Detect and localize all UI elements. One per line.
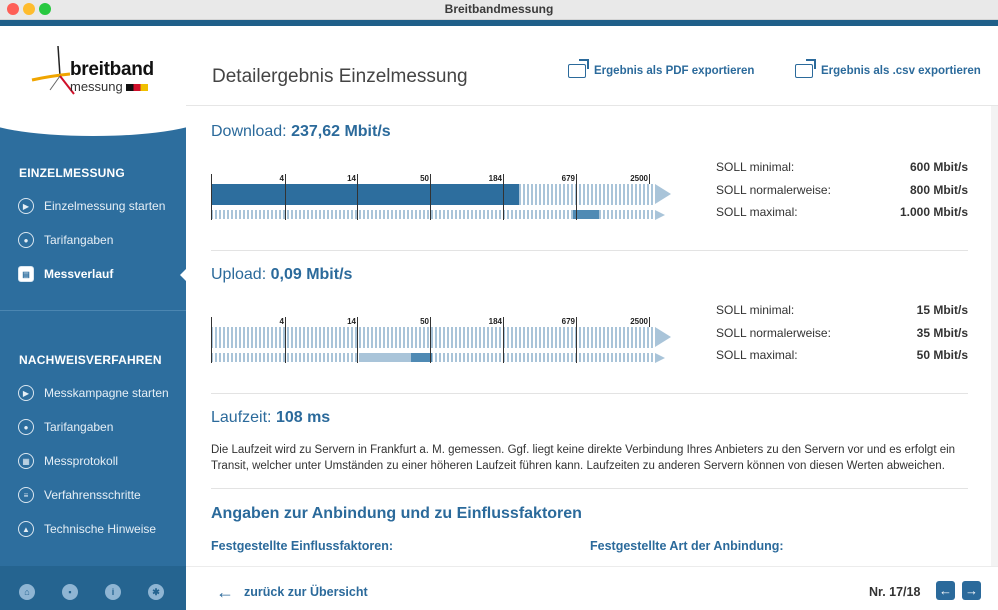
tick-label: 184 (488, 174, 502, 183)
close-window-button[interactable] (7, 3, 19, 15)
list-icon: ≡ (18, 487, 34, 503)
upload-soll-range (361, 353, 411, 362)
logo-subtext: messung (70, 79, 148, 94)
logo-text: breitband (70, 59, 154, 80)
section-einzelmessung: EINZELMESSUNG (19, 166, 125, 180)
download-gauge (211, 174, 671, 224)
gear-icon[interactable]: ✱ (148, 584, 164, 600)
info-icon[interactable]: i (105, 584, 121, 600)
tick-label: 679 (561, 317, 575, 326)
nav-verfahrensschritte[interactable]: ≡ Verfahrensschritte (18, 487, 141, 503)
play-icon: ▶ (18, 385, 34, 401)
page-title: Detailergebnis Einzelmessung (212, 66, 468, 87)
arrow-icon (655, 327, 671, 347)
arrow-icon (655, 353, 665, 363)
latency-title: Laufzeit: 108 ms (211, 409, 331, 426)
upload-gauge (211, 317, 671, 367)
section-nachweisverfahren: NACHWEISVERFAHREN (19, 353, 162, 367)
connection-title: Angaben zur Anbindung und zu Einflussfaktoren (211, 505, 582, 522)
export-pdf-button[interactable]: Ergebnis als PDF exportieren (568, 64, 754, 78)
download-title: Download: 237,62 Mbit/s (211, 123, 391, 140)
arrow-left-icon: ← (216, 582, 234, 602)
protocol-icon: ▦ (18, 453, 34, 469)
connection-type-heading: Festgestellte Art der Anbindung: (590, 539, 784, 553)
zoom-window-button[interactable] (39, 3, 51, 15)
tick-label: 2500 (630, 317, 648, 326)
influence-factors-heading: Festgestellte Einflussfaktoren: (211, 539, 393, 553)
sidebar (0, 26, 186, 610)
nav-tarifangaben-1[interactable]: ● Tarifangaben (18, 232, 113, 248)
tick-label: 4 (279, 174, 284, 183)
tick-label: 50 (420, 174, 429, 183)
next-button[interactable]: → (962, 581, 981, 600)
nav-einzelmessung-starten[interactable]: ▶ Einzelmessung starten (18, 198, 165, 214)
messages-icon[interactable]: ▪ (62, 584, 78, 600)
warning-icon: ▲ (18, 521, 34, 537)
logo (0, 26, 186, 116)
window-title: Breitbandmessung (444, 2, 554, 16)
export-csv-button[interactable]: Ergebnis als .csv exportieren (795, 64, 981, 78)
upload-soll: SOLL minimal: 15 Mbit/s SOLL normalerweise: 35 Mbit/s SOLL maximal: 50 Mbit/s (716, 303, 968, 362)
tick-label: 50 (420, 317, 429, 326)
previous-button[interactable]: ← (936, 581, 955, 600)
footer (186, 566, 998, 610)
user-icon: ● (18, 232, 34, 248)
nav-messkampagne-starten[interactable]: ▶ Messkampagne starten (18, 385, 169, 401)
tick-label: 679 (561, 174, 575, 183)
nav-messverlauf[interactable]: ▤ Messverlauf (18, 266, 113, 282)
home-icon[interactable]: ⌂ (19, 584, 35, 600)
tick-label: 2500 (630, 174, 648, 183)
tick-label: 14 (347, 317, 356, 326)
arrow-icon (655, 184, 671, 204)
download-fill (211, 184, 519, 205)
download-soll: SOLL minimal: 600 Mbit/s SOLL normalerweise: 800 Mbit/s SOLL maximal: 1.000 Mbit/s (716, 160, 968, 219)
content-header (186, 26, 998, 106)
upload-title: Upload: 0,09 Mbit/s (211, 266, 353, 283)
main-content (186, 26, 998, 610)
result-counter: Nr. 17/18 (869, 585, 921, 599)
tick-label: 14 (347, 174, 356, 183)
latency-description: Die Laufzeit wird zu Servern in Frankfurt a. M. gemessen. Ggf. liegt keine direkte Verbindung Ihres Anbieters zu den Servern vor und es erfolgt ein Transit, welcher unter Umständen zu einer höheren Laufzeit führen kann. Laufzeiten zu anderen Servern können von diesen Werten abweichen. (211, 444, 956, 472)
tick-label: 184 (488, 317, 502, 326)
window-titlebar (0, 0, 998, 20)
history-icon: ▤ (18, 266, 34, 282)
scrollbar[interactable] (991, 106, 998, 566)
play-icon: ▶ (18, 198, 34, 214)
user-icon: ● (18, 419, 34, 435)
nav-tarifangaben-2[interactable]: ● Tarifangaben (18, 419, 113, 435)
tick-label: 4 (279, 317, 284, 326)
minimize-window-button[interactable] (23, 3, 35, 15)
back-button[interactable]: ← zurück zur Übersicht (216, 582, 368, 602)
nav-technische-hinweise[interactable]: ▲ Technische Hinweise (18, 521, 156, 537)
arrow-icon (655, 210, 665, 220)
nav-messprotokoll[interactable]: ▦ Messprotokoll (18, 453, 118, 469)
export-icon (568, 64, 586, 78)
export-icon (795, 64, 813, 78)
